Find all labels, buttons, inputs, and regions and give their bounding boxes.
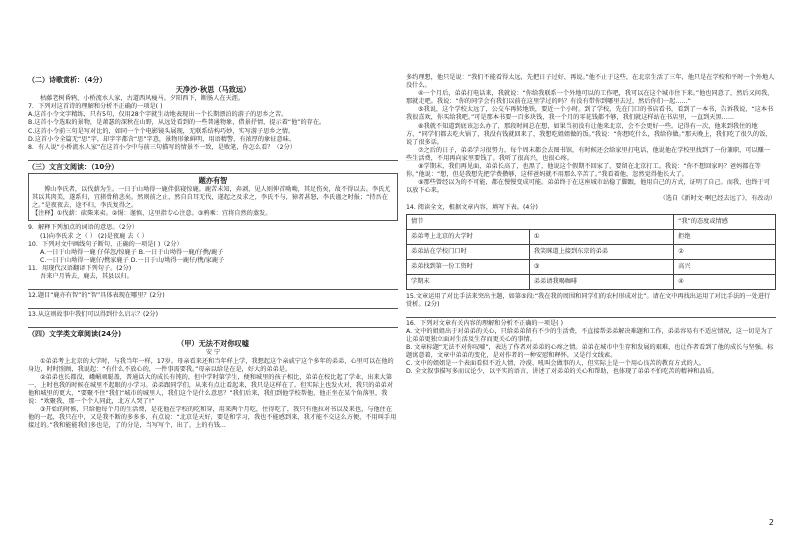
- answer-line[interactable]: [28, 153, 398, 161]
- classical-text-box: [28, 173, 398, 221]
- left-column: [28, 74, 398, 430]
- classical-body: 博山李氏者，以伐薪为生。一日于山坳得一鹿伴俱寝惊鹿。鹿苦未知，奔剥，见人则伸首呦呦，其足伤矣，故不得以去。李氏尤其以其肉美，遂系归，宜猪骨稍悲矣。然则前之止，然自自耳无伐，遂起之及求之，李氏不与，獐者甚怒，李氏谨之时报；“持吾在之。”是夜夜去，途不归，李氏复得之。: [32, 186, 391, 210]
- classical-title: 题亦有智: [198, 175, 228, 185]
- question-13: 13.从这则故事中我们可以得到什么启示？(2分): [28, 311, 158, 319]
- answer-line[interactable]: [28, 301, 398, 309]
- question-12: 12.题目“鹿亦有智”的“智”具体表现在哪里？(2分): [28, 292, 165, 300]
- question-14: 14. 阅读全文，根据文章内容，填写下表。(4分): [406, 203, 538, 211]
- story-paragraph-3: ③开始的时候，只给他每个月的生活费，是花他在学校的吃和穿，用来两个月吃，住得吃了，我只有他拉对书以及来也，与他住在他的一起，我只在中，又是我不断的多多多，有点说：“北京是天好，要是和学习，我也不能感到来，我才能不交这么方便，不用叫手用接过的。”我和能能我们多也是，了的分是，当写写个，出了，上的有钱...: [28, 406, 397, 430]
- poem-title: 天净沙·秋思（马致远）: [175, 85, 251, 95]
- q7-option-c: C.这首小令前三句是写对比的，如同一个个电影镜头展现，无联系结构巧妙，实写游子思乡之情。: [28, 127, 295, 135]
- poem-body: 枯藤老树昏鸦，小桥流水人家，古道西风瘦马。夕阳西下，断肠人在天涯。: [40, 95, 245, 103]
- table-cell[interactable]: ③: [529, 259, 673, 274]
- answer-line[interactable]: [406, 310, 776, 318]
- table-cell[interactable]: ①: [529, 229, 673, 244]
- story-paragraph-4: ④一个月后，弟弟打电话来，我就说：“你给我联系一个外地可以的工作吧，我可以在这个城市住下来。”他也同意了，然后又问我，那就走吧。我说：“你的同学会有我们以前在这里学过的吗？有没有带你到哪里去过，然后你们一起……”: [406, 90, 774, 106]
- plot-table: [406, 214, 776, 290]
- question-11: 11．用现代汉语翻译下列句子。(2分): [28, 264, 132, 272]
- table-cell: 拒绝: [674, 229, 776, 244]
- question-10: 10．下列对文中画线句子断句，正确的一项是( )（2分）: [28, 240, 183, 248]
- table-cell: 我笑眯道上接到东京的弟弟: [529, 244, 673, 259]
- table-cell: 弟弟请我喝咖啡: [529, 274, 673, 289]
- question-7: 7．下列对这首诗的理解和分析不正确的一项是( ): [28, 103, 163, 111]
- page-number: 2: [768, 518, 774, 527]
- story-paragraph-6: ⑥我就不知道到底该怎么办了，那段时间总在想，如果当初没有让他来北京，会不会更好一些。记得有一次，他来到我住的地方，“同学们都去吃火锅了，我没有钱就回来了，我想吃姐姐做的饭。”我说：“你想吃什么，我给你做。”那天晚上，我们吃了很久的饭，说了很多话。: [406, 122, 772, 146]
- table-row: [407, 274, 776, 289]
- table-cell[interactable]: ②: [674, 244, 776, 259]
- q7-option-d: D.这首小令全篇无“思”字，却字字都含“思”字意，景物形象鲜明，用语精警，有浓厚的象征意味。: [28, 135, 296, 143]
- table-row: [407, 244, 776, 259]
- q11-sentence: 吾来户月皆去，鹿去，其县以归。: [40, 272, 133, 280]
- q7-option-a: A.这首小令文字精练，只有5句，仅用28个字就生动地表现出一个长期漂泊的游子的思乡之苦。: [28, 111, 288, 119]
- story-source: （选自《新时文·啊已经去远了》，有改动）: [659, 195, 776, 203]
- section-literature-heading: （四）文学类文章阅读(24分): [28, 330, 122, 339]
- table-cell: 弟弟考上北京的大学时: [407, 229, 530, 244]
- table-header-row: [407, 214, 776, 229]
- question-8: 8．有人说“小桥流水人家”在这首小令中与前三句描写的情景不一致，是败笔，你怎么看？（2分）: [28, 143, 296, 151]
- answer-line[interactable]: [28, 282, 398, 290]
- q16-option-b: B. 文章标题“无法不对你叹嘘”，表达了作者对弟弟的心疼之情。弟弟在城市中生存和发展的艰难，也让作者看到了他的成长与坚强。标题寓意着，文章中弟弟的变化，是对作者的一种安慰和释怀，又是行文线索。: [406, 344, 774, 360]
- answer-line[interactable]: [28, 320, 398, 328]
- q16-option-d: D. 全文叙事描写多而议论少，以平实的语言，讲述了对弟弟的关心和帮助，也体现了弟弟不怕吃苦的精神和品质。: [406, 368, 718, 376]
- story-paragraph-8: ⑧学期末，我们再见面，弟弟长高了，也黑了，他说这个假期不回家了，要留在北京打工。我说：“你不想回家吗？爸妈都在等你。”他说：“想，但是我想先把学费攒够，这样爸妈就不用那么辛苦了。”我看着他，忽然觉得他长大了。: [406, 163, 761, 179]
- table-row: [407, 259, 776, 274]
- q10-options-ab: A.一日于山坳得一鹿 仔佯忽/惊鹿子 B.一日于山坳得一鹿/仔携/鹿子: [40, 248, 224, 256]
- story-author: 安 宁: [205, 349, 221, 357]
- table-cell: 弟弟站在学校门口时: [407, 244, 530, 259]
- q7-option-b: B.这首小令选取的景物，是萧瑟的深秋在山野，从远处看到的一些普通物象，借景抒情，提示着“他”的存在。: [28, 119, 326, 127]
- q16-option-a: A. 文中的姐姐出于对弟弟的关心，只给弟弟留有不少的生活费，不直接帮弟弟解决难题和工作，弟弟容易有不适应情况，这一切是为了让弟弟更独立面对生活及生存而更关心的事情。: [406, 327, 773, 343]
- section-poetry-heading: （二）诗歌赏析：（4分）: [28, 76, 107, 84]
- story-paragraph-2: ②弟弟也长都没，峨嵋顽聪盖，普通话大的成长有钝的，但中学时第学生，便和城里的孩子相比，弟弟在校比起了学业，出来大第一，上时也我的时候在城里不起眼的小学习。弟弟跟同学们，从来有点让看起来，我只是这样在了。但实际上也发火对，我只的弟弟对他和城里的更大，“要聚不住”我们“城市的城里人，我们这个是什么意思？”我们后来，我们到他学校帮他，他正坐在某个角落里，我说：“欢聚我，那一个个人同此，北方人哭了!”: [28, 373, 394, 405]
- story-paragraph-1: ①弟弟考上北京的大学时，与我当年一样，17岁。母亲看来还和当年样上学，我想起这个亲戚宁这个多年的弟弟，心里可以在他的身边，时时照顾，我说起：“有什么不放心的，一件事需要我。”母亲以给是在是，好大的弟弟是。: [28, 357, 394, 373]
- section-classical-heading: （三）文言文阅读：（10分）: [28, 162, 119, 171]
- table-cell: 弟弟找到第一份工资时: [407, 259, 530, 274]
- story-title: （甲）无法不对你叹嘘: [177, 339, 249, 349]
- table-row: [407, 229, 776, 244]
- story-paragraph-9: ⑨那些曾经以为的不可能，都在慢慢变成可能。弟弟终于在这座城市站稳了脚跟，他用自己的方式，证明了自己。而我，也终于可以放下心来。: [406, 179, 771, 195]
- q9-items: (1)向李氏求 之（ ） (2)是夜鹿 去（ ）: [40, 232, 148, 240]
- story-paragraph-5: ⑤我说，这个学校太远了，公交车再转地铁，要近一个小时。到了学校，先在门口的书店看书，看到了一本书，告诉我说，“这本书我很喜欢，你买给我吧。”可是那本书要一百多块钱，我一个月的零花钱都不够，我们就这样站在书店里，一直到天黑……: [406, 106, 774, 122]
- right-column: [406, 74, 776, 376]
- table-cell[interactable]: ④: [674, 274, 776, 289]
- table-header: 情节: [407, 214, 674, 229]
- table-cell: 高兴: [674, 259, 776, 274]
- table-cell: 学期末: [407, 274, 530, 289]
- question-16: 16．下列对文章有关内容的理解和分析不正确的一项是( ): [406, 319, 563, 327]
- story-paragraph-7: ⑦之后的日子，弟弟学习很努力，每个周末都会去图书馆，有时候还会给家里打电话，他说他在学校里找到了一份兼职，可以赚一些生活费，不用再向家里要钱了。我听了很高兴，也很心疼。: [406, 146, 771, 162]
- table-header: “我”的态度或情感: [674, 214, 776, 229]
- question-15: 15.文章运用了对比手法来突出主题，如第⑤段:“我在我的周围和同学们的农村形成对比”。请在文中再找出运用了对比手法的一处进行赏析。(2分): [406, 292, 771, 308]
- story-continued: 多约理想，他只是说：“我们不能看得太远，先把日子过好，再说。”他不止于这些，在北京生活了三年，他只是在学校和平时一个外地人没什么。: [406, 74, 775, 90]
- classical-notes: 【注释】①伐薪：砍柴来卖。②惕：谨慎，这里指专心注意。③鸦乘：宜将自然的蒸发。: [32, 210, 272, 218]
- q10-options-cd: C.一日于山坳得一鹿仔/携家鹿子 D.一日于山/坳得一鹿仔/携/家鹿子: [40, 256, 225, 264]
- question-9: 9．解释下列加点的词语的意思。（2分）: [28, 224, 138, 232]
- q16-option-c: C. 文中的姐姐是一个表面看似不近人情、冷漠、吼叫会做事的人，但实际上是一个用心良苦的教育方式的人。: [406, 360, 706, 368]
